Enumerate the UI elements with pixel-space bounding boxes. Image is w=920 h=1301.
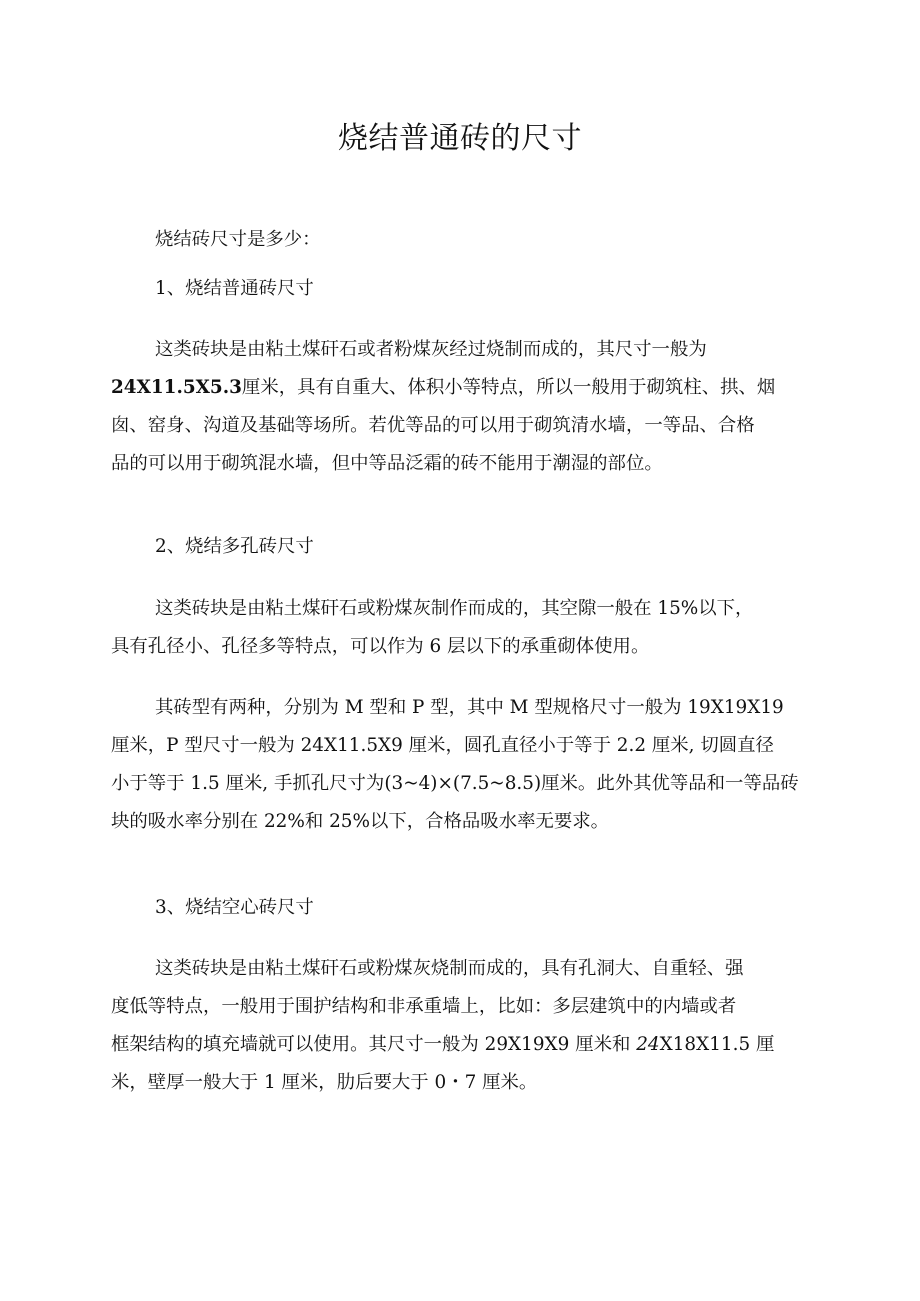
- section3-line3-part-b: X18X11.5 厘: [659, 1034, 775, 1055]
- section2-heading-text: 2、烧结多孔砖尺寸: [155, 536, 314, 557]
- intro-paragraph: [111, 221, 809, 259]
- section3-line4: 米，壁厚一般大于 1 厘米，肋后要大于 0・7 厘米。: [111, 1072, 538, 1093]
- brick-size-bold: 24X11.5X5.3: [111, 377, 242, 398]
- section2-paragraph1: [111, 590, 809, 666]
- page-title: 烧结普通砖的尺寸: [338, 121, 582, 156]
- section3-line1: 这类砖块是由粘土煤矸石或粉煤灰烧制而成的，具有孔洞大、自重轻、强: [155, 958, 744, 979]
- section2-p2-line1: 其砖型有两种，分别为 M 型和 P 型，其中 M 型规格尺寸一般为 19X19X19: [155, 697, 784, 718]
- section3-paragraph: [111, 950, 809, 1102]
- section1-line4: 品的可以用于砌筑混水墙，但中等品泛霜的砖不能用于潮湿的部位。: [111, 453, 663, 474]
- section2-p1-line1: 这类砖块是由粘土煤矸石或粉煤灰制作而成的，其空隙一般在 15%以下，: [155, 598, 754, 619]
- section3-line2: 度低等特点，一般用于围护结构和非承重墙上，比如：多层建筑中的内墙或者: [111, 996, 737, 1017]
- section1-line2-rest: 厘米，具有自重大、体积小等特点，所以一般用于砌筑柱、拱、烟: [241, 377, 776, 398]
- section3-line3-part-a: 框架结构的填充墙就可以使用。其尺寸一般为 29X19X9 厘米和: [111, 1034, 637, 1055]
- section2-heading: [111, 528, 809, 566]
- section1-heading-text: 1、烧结普通砖尺寸: [155, 278, 314, 299]
- section3-heading: [111, 889, 809, 927]
- section2-p1-line2: 具有孔径小、孔径多等特点，可以作为 6 层以下的承重砌体使用。: [111, 636, 650, 657]
- section3-heading-text: 3、烧结空心砖尺寸: [155, 897, 314, 918]
- section2-p2-line3: 小于等于 1.5 厘米, 手抓孔尺寸为(3~4)×(7.5~8.5)厘米。此外其优等品和一等品砖: [111, 773, 799, 794]
- section2-p2-line2: 厘米，P 型尺寸一般为 24X11.5X9 厘米，圆孔直径小于等于 2.2 厘米, 切圆直径: [111, 735, 774, 756]
- section1-paragraph: [111, 331, 809, 483]
- section3-line3: [111, 1026, 809, 1064]
- section2-p2-line4: 块的吸水率分别在 22%和 25%以下，合格品吸水率无要求。: [111, 811, 610, 832]
- section3-line3-italic: 24: [636, 1034, 660, 1055]
- section2-paragraph2: [111, 689, 809, 841]
- section1-line1: 这类砖块是由粘土煤矸石或者粉煤灰经过烧制而成的，其尺寸一般为: [155, 339, 707, 360]
- intro-text: 烧结砖尺寸是多少：: [155, 229, 321, 250]
- section1-line2: [111, 369, 809, 407]
- section1-heading: [111, 270, 809, 308]
- section1-line3: 囱、窑身、沟道及基础等场所。若优等品的可以用于砌筑清水墙，一等品、合格: [111, 415, 755, 436]
